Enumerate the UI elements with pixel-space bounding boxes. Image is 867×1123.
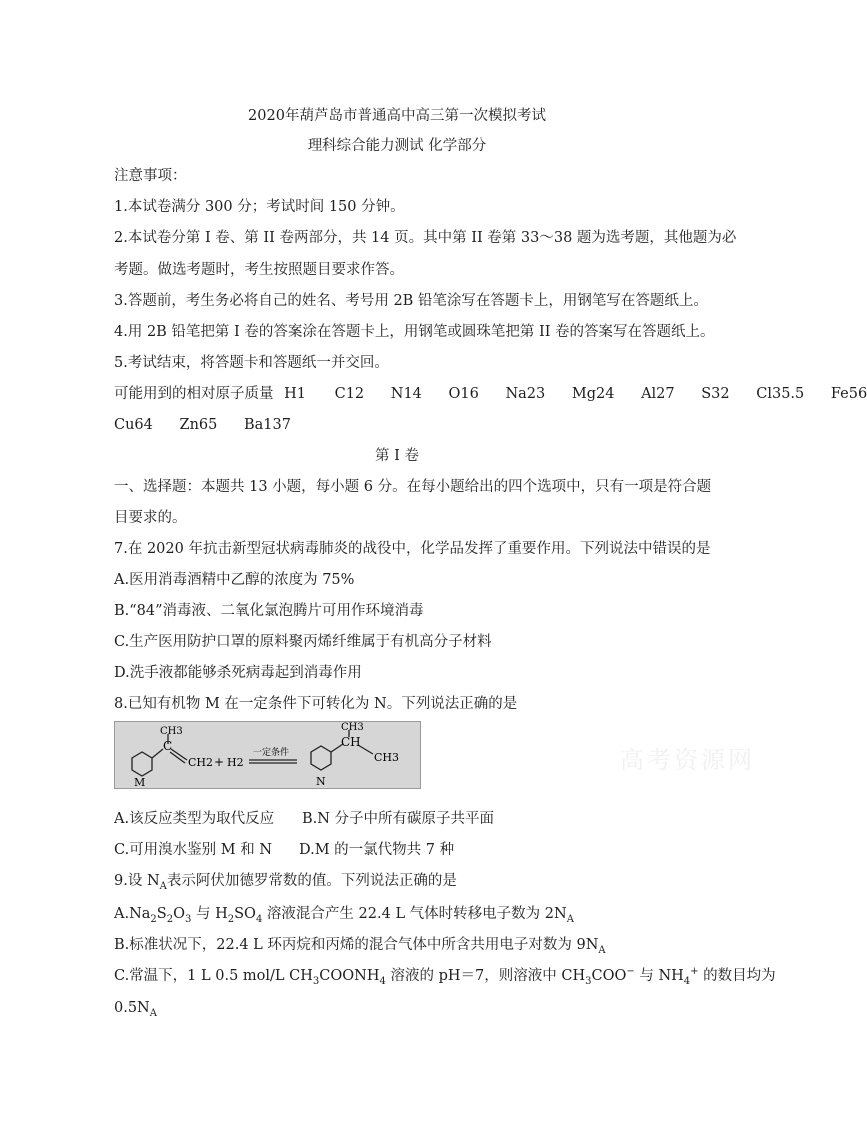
atomic-mass-item: Na23 (505, 386, 546, 402)
notes-heading: 注意事项： (114, 168, 187, 184)
q7-option-c: C.生产医用防护口罩的原料聚丙烯纤维属于有机高分子材料 (114, 634, 492, 650)
q9-stem-post: 表示阿伏加德罗常数的值。下列说法正确的是 (166, 873, 457, 889)
reaction-figure (114, 721, 421, 789)
note-2b: 考题。做选考题时，考生按照题目要求作答。 (114, 262, 404, 278)
atomic-mass-item: Mg24 (571, 386, 615, 402)
bond-line (152, 749, 163, 758)
note-5: 5.考试结束，将答题卡和答题纸一并交回。 (114, 355, 389, 371)
exam-title: 2020年葫芦岛市普通高中高三第一次模拟考试 (248, 108, 546, 124)
section-title: 第 I 卷 (375, 448, 419, 464)
atomic-mass-item: Fe56 (830, 386, 867, 402)
q7-stem: 7.在 2020 年抗击新型冠状病毒肺炎的战役中，化学品发挥了重要作用。下列说法中错误的是 (114, 541, 711, 557)
note-2a: 2.本试卷分第 I 卷、第 II 卷两部分，共 14 页。其中第 II 卷第 33～38 题为选考题，其他题为必 (114, 230, 737, 246)
m-ch3: CH3 (160, 726, 183, 737)
q8-option-b: B.N 分子中所有碳原子共平面 (302, 811, 495, 827)
atomic-mass-item: N14 (390, 386, 422, 402)
atomic-mass-intro: 可能用到的相对原子质量 (114, 386, 274, 402)
q8-option-a: A.该反应类型为取代反应 (114, 811, 275, 827)
note-1: 1.本试卷满分 300 分；考试时间 150 分钟。 (114, 199, 405, 215)
q8-option-c: C.可用溴水鉴别 M 和 N (114, 842, 273, 858)
q9-option-b: B.标准状况下，22.4 L 环丙烷和丙烯的混合气体中所含共用电子对数为 $9N_A$ (114, 937, 606, 956)
atomic-mass-item: Cl35.5 (756, 386, 805, 402)
n-ch3: CH3 (374, 751, 400, 764)
section-intro-a: 一、选择题：本题共 13 小题，每小题 6 分。在每小题给出的四个选项中，只有一项是符合题 (114, 479, 712, 495)
h2: H2 (227, 756, 244, 769)
q9-stem (114, 871, 457, 891)
q8-option-d: D.M 的一氯代物共 7 种 (299, 842, 455, 858)
reaction-diagram (115, 722, 420, 788)
atomic-mass-item: Al27 (641, 386, 675, 402)
benzene-ring-n (311, 746, 331, 770)
note-3: 3.答题前，考生务必将自己的姓名、考号用 2B 铅笔涂写在答题卡上，用钢笔写在答题纸上。 (114, 293, 708, 309)
watermark: 高考资源网 (620, 746, 755, 774)
n-ch: CH (341, 735, 361, 749)
q9-option-c: C.常温下，1 L 0.5 mol/L $CH_3COONH_4$ 溶液的 pH＝7，则溶液中 $CH_3COO^-$ 与 $NH_4^+$ 的数目均为 (114, 966, 776, 987)
atomic-mass-item: Ba137 (243, 417, 291, 433)
q9-stem-sub: A (159, 880, 167, 892)
label-n: N (316, 775, 326, 788)
atomic-mass-item: C12 (334, 386, 365, 402)
atomic-mass-row-2 (114, 415, 291, 435)
q7-option-d: D.洗手液都能够杀死病毒起到消毒作用 (114, 665, 362, 681)
q9-option-a: $A.Na_2S_2O_3$ 与 $H_2SO_4$ 溶液混合产生 22.4 L 气体时转移电子数为 $2N_A$ (114, 906, 574, 925)
q9-option-c-cont: $0.5N_A$ (114, 1000, 157, 1019)
q7-option-a: A.医用消毒酒精中乙醇的浓度为 75% (114, 572, 355, 588)
exam-subtitle: 理科综合能力测试 化学部分 (307, 138, 487, 154)
atomic-mass-row-1 (114, 384, 867, 404)
q9-stem-pre: 9.设 N (114, 873, 160, 889)
plus-sign: + (214, 755, 225, 769)
section-intro-b: 目要求的。 (114, 510, 187, 526)
atomic-mass-item: Zn65 (179, 417, 218, 433)
n-ch3-top: CH3 (341, 722, 364, 733)
reaction-condition: 一定条件 (253, 748, 290, 758)
m-c: C (163, 739, 173, 753)
benzene-ring-m (132, 752, 152, 776)
note-4: 4.用 2B 铅笔把第 I 卷的答案涂在答题卡上，用钢笔或圆珠笔把第 II 卷的答案写在答题纸上。 (114, 324, 715, 340)
label-m: M (134, 776, 146, 789)
atomic-mass-item: S32 (701, 386, 730, 402)
q8-stem: 8.已知有机物 M 在一定条件下可转化为 N。下列说法正确的是 (114, 696, 518, 712)
atomic-mass-item: Cu64 (114, 417, 153, 433)
q7-option-b: B.“84”消毒液、二氧化氯泡腾片可用作环境消毒 (114, 603, 424, 619)
m-ch2: CH2 (188, 756, 214, 769)
atomic-mass-item: O16 (448, 386, 479, 402)
atomic-mass-item: H1 (284, 386, 306, 402)
